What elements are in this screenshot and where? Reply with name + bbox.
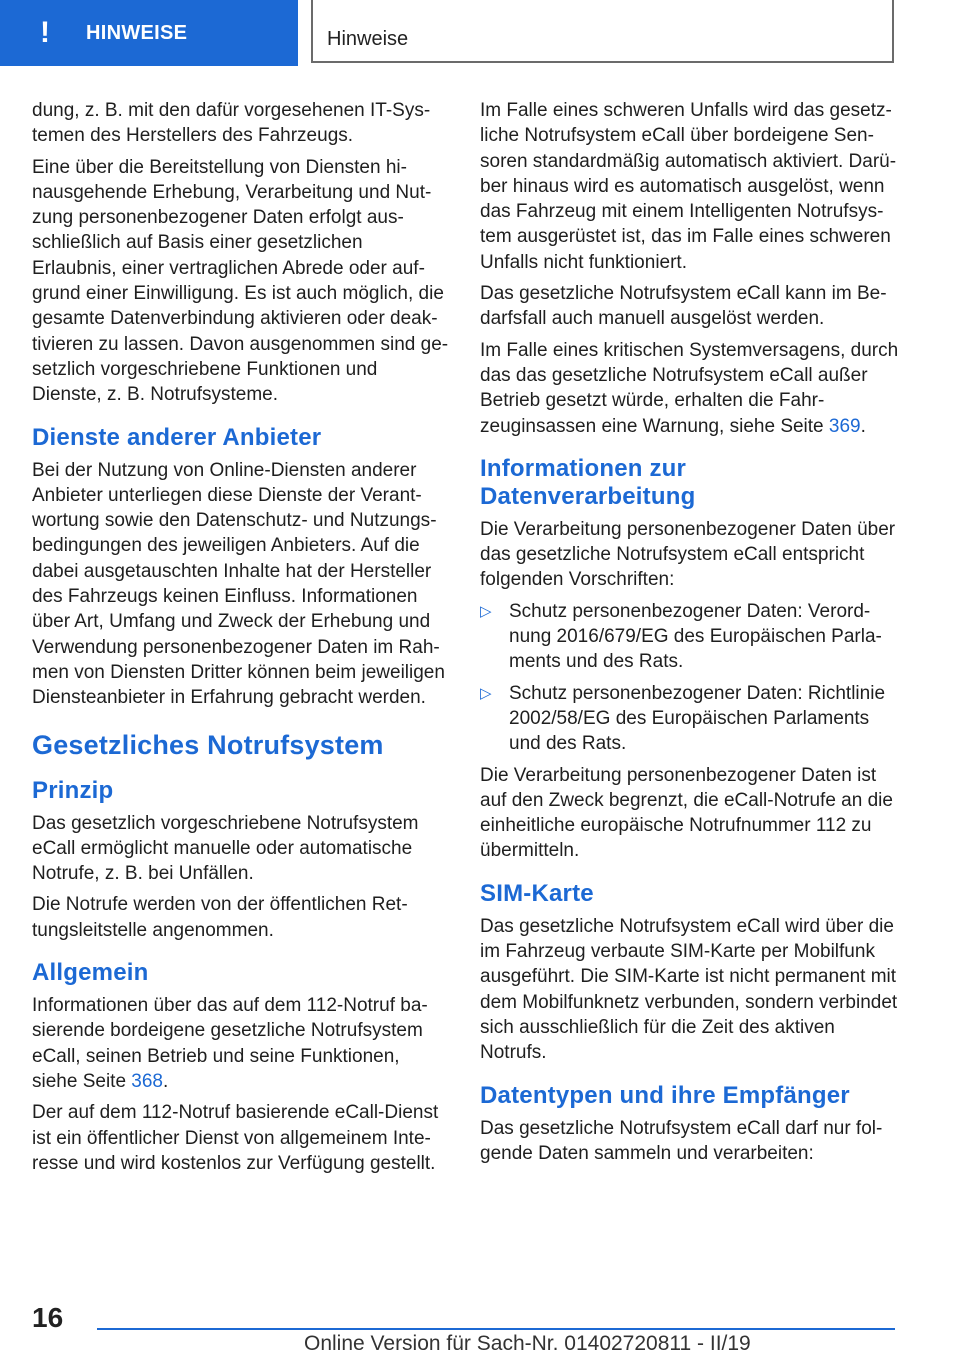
paragraph: Das gesetzliche Notrufsystem eCall darf nur folgende Daten sammeln und verarbeiten: <box>480 1117 883 1164</box>
paragraph: Der auf dem 112-Notruf basierende eCall-Dienst ist ein öffentlicher Dienst von allgemeinem Interesse und wird kostenlos zur Verfügung gestellt. <box>32 1102 439 1174</box>
paragraph: Das gesetzliche Notrufsystem eCall wird über die im Fahrzeug verbaute SIM-Karte per Mobilfunk ausgeführt. Die SIM-Karte ist nicht permanent mit dem Mobilfunknetz verbunden, sondern verbindet sich ausschließlich für die Zeit des aktiven Notrufs. <box>480 915 898 1064</box>
footer-text: Online Version für Sach-Nr. 01402720811 - II/19 <box>304 1332 751 1355</box>
paragraph: Bei der Nutzung von Online-Diensten anderer Anbieter unterliegen diese Dienste der Verantwortung sowie den Datenschutz- und Nutzungsbedingungen des jeweiligen Anbieters. Auf die dabei ausgetauschten Inhalte hat der Hersteller des Fahrzeugs keinen Einfluss. Informationen über Art, Umfang und Zweck der Erhebung und Verwendung personenbezogener Daten im Rahmen von Diensten Dritter können beim jeweiligen Diensteanbieter in Erfahrung gebracht werden. <box>32 459 445 709</box>
triangle-bullet-icon: ▷ <box>480 602 492 620</box>
heading-dienste-anderer-anbieter: Dienste anderer Anbieter <box>32 423 322 451</box>
heading-gesetzliches-notrufsystem: Gesetzliches Notrufsystem <box>32 729 384 760</box>
heading-allgemein: Allgemein <box>32 959 149 987</box>
page-link-368[interactable]: 368 <box>131 1070 163 1092</box>
heading-prinzip: Prinzip <box>32 776 114 804</box>
paragraph: Die Verarbeitung personenbezogener Daten ist auf den Zweck begrenzt, die eCall-Notrufe an die einheitliche europäische Notrufnummer 112 zu übermitteln. <box>480 764 893 862</box>
section-tab-label: HINWEISE <box>86 21 188 44</box>
heading-informationen-datenverarbeitung: Informationen zur Datenverarbeitung <box>480 454 696 510</box>
footer-divider <box>97 1328 895 1330</box>
right-column <box>480 98 900 1172</box>
paragraph: Eine über die Bereitstellung von Diensten hinausgehende Erhebung, Verarbeitung und Nutzung personenbezogener Daten erfolgt ausschließlich auf Basis einer gesetzlichen Erlaubnis, einer vertraglichen Abrede oder aufgrund einer Einwilligung. Es ist auch möglich, die gesamte Datenverbindung aktivieren oder deaktivieren zu lassen. Davon ausgenommen sind gesetzlich vorgeschriebene Funktionen und Dienste, z. B. Notrufsysteme. <box>32 156 449 406</box>
heading-sim-karte: SIM-Karte <box>480 879 594 907</box>
section-tab <box>0 0 298 66</box>
list-item-text: Schutz personenbezogener Daten: Verordnung 2016/679/EG des Europäischen Parlaments und des Rats. <box>509 600 882 673</box>
paragraph: Die Verarbeitung personenbezogener Daten über das gesetzliche Notrufsystem eCall entspricht folgenden Vorschriften: <box>480 518 896 591</box>
page-link-369[interactable]: 369 <box>828 415 861 437</box>
list-item <box>480 599 900 675</box>
paragraph: dung, z. B. mit den dafür vorgesehenen IT-Systemen des Herstellers des Fahrzeugs. <box>32 100 431 147</box>
paragraph-text: Im Falle eines kritischen Systemversagens, durch das das gesetzliche Notrufsystem eCall außer Betrieb gesetzt würde, erhalten die Fahrzeuginsassen eine Warnung, siehe Seite <box>480 339 899 437</box>
bullet-list <box>480 599 900 757</box>
paragraph-end: . <box>860 415 866 437</box>
section-title: Hinweise <box>327 28 409 50</box>
heading-datentypen: Datentypen und ihre Empfänger <box>480 1081 850 1109</box>
list-item <box>480 681 900 757</box>
paragraph-end: . <box>163 1070 169 1092</box>
exclamation-icon: ! <box>40 16 50 49</box>
page-header <box>0 0 960 66</box>
paragraph <box>480 338 900 439</box>
paragraph: Im Falle eines schweren Unfalls wird das gesetzliche Notrufsystem eCall über bordeigene Sensoren standardmäßig automatisch aktiviert. Darüber hinaus wird es automatisch ausgelöst, wenn das Fahrzeug mit einem Intelligenten Notrufsystem ausgerüstet ist, das im Falle eines schweren Unfalls nicht funktioniert. <box>480 100 897 273</box>
page-number: 16 <box>32 1302 64 1333</box>
paragraph: Das gesetzlich vorgeschriebene Notrufsystem eCall ermöglicht manuelle oder automatische Notrufe, z. B. bei Unfällen. <box>32 812 419 885</box>
section-title-box <box>311 0 894 63</box>
triangle-bullet-icon: ▷ <box>480 684 492 702</box>
left-column <box>32 98 450 1182</box>
paragraph <box>32 993 450 1094</box>
paragraph: Die Notrufe werden von der öffentlichen Rettungsleitstelle angenommen. <box>32 894 408 941</box>
paragraph-text: Informationen über das auf dem 112-Notruf basierende bordeigene gesetzliche Notrufsystem eCall, seinen Betrieb und seine Funktionen, siehe Seite <box>32 995 428 1092</box>
list-item-text: Schutz personenbezogener Daten: Richtlinie 2002/58/EG des Europäischen Parlaments und des Rats. <box>509 682 886 755</box>
paragraph: Das gesetzliche Notrufsystem eCall kann im Bedarfsfall auch manuell ausgelöst werden. <box>480 283 887 330</box>
